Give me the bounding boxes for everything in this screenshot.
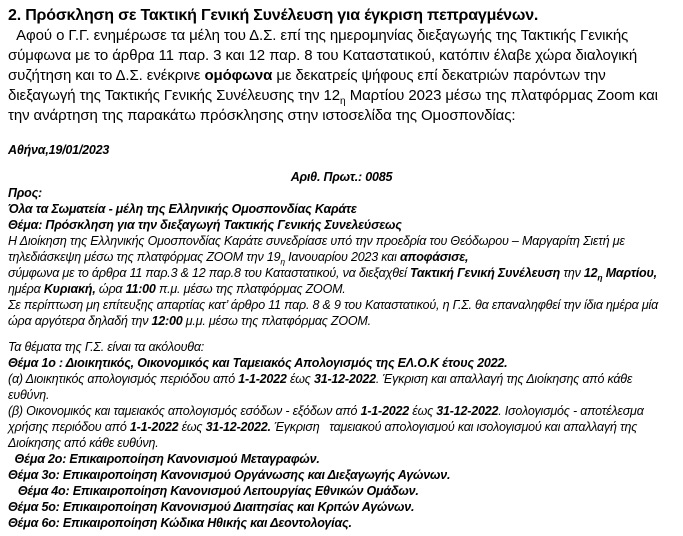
- text-run: ημέρα: [8, 266, 661, 296]
- date-line: Αθήνα,19/01/2023: [8, 143, 110, 157]
- protocol-number: Αριθ. Πρωτ.: 0085: [290, 170, 393, 184]
- text-run: έως: [409, 404, 437, 418]
- intro-paragraph: [8, 26, 675, 126]
- text-run: με δεκατρείς ψήφους επί δεκατριών παρόντων την διεξαγωγή της Τακτικής Γενικής Συνέλευσης την 12: [8, 67, 610, 104]
- text-run: (β) Οικονομικός και ταμειακός απολογισμός εσόδων - εξόδων από: [8, 404, 361, 418]
- bold-text-run: 31-12-2022.: [205, 420, 271, 434]
- subscript-text: η: [597, 272, 603, 283]
- bold-text-run: 1-1-2022: [129, 420, 179, 434]
- bold-text-run: 12:00: [151, 314, 183, 328]
- text-run: Αφού ο Γ.Γ. ενημέρωσε τα μέλη του Δ.Σ. επί της ημερομηνίας διεξαγωγής της Τακτικής Γενικής σύμφωνα με το άρθρα 11 παρ. 3 και 12 παρ. 8 του Καταστατικού, κατόπιν έλαβε χώρα διαλογική συζήτηση και το Δ.Σ. ενέκρινε: [8, 27, 642, 84]
- text-run: Σε περίπτωση μη επίτευξης απαρτίας κατ’ άρθρο 11 παρ. 8 & 9 του Καταστατικού, η Γ.Σ. θα επαναληφθεί την ίδια ημέρα μία ώρα αργότερα δηλαδή την: [8, 298, 662, 328]
- recipient-line: Όλα τα Σωματεία - μέλη της Ελληνικής Ομοσπονδίας Καράτε: [8, 202, 357, 216]
- bold-text-run: 12: [583, 266, 598, 280]
- text-run: έως: [178, 420, 206, 434]
- agenda-item-1a: [8, 371, 675, 403]
- text-run: μ.μ. μέσω της πλατφόρμας ZOOM.: [182, 314, 371, 328]
- bold-text-run: 1-1-2022: [238, 372, 287, 386]
- subscript-text: η: [280, 256, 285, 267]
- agenda-intro: Τα θέματα της Γ.Σ. είναι τα ακόλουθα:: [8, 340, 205, 354]
- bold-text-run: 1-1-2022: [360, 404, 410, 418]
- bold-text-run: Κυριακή,: [43, 282, 96, 296]
- agenda-item-1: Θέμα 1ο : Διοικητικός, Οικονομικός και Ταμειακός Απολογισμός της ΕΛ.Ο.Κ έτους 2022.: [8, 356, 508, 370]
- text-run: . Έγκριση και απαλλαγή της Διοίκησης από κάθε ευθύνη.: [8, 372, 636, 402]
- text-run: την: [560, 266, 584, 280]
- bold-text-run: 31-12-2022: [436, 404, 499, 418]
- agenda-item-4: Θέμα 4ο: Επικαιροποίηση Κανονισμού Λειτουργίας Εθνικών Ομάδων.: [8, 484, 419, 498]
- text-run: Η Διοίκηση της Ελληνικής Ομοσπονδίας Καράτε συνεδρίασε υπό την προεδρία του Θεόδωρου – Μαργαρίτη Σιετή με τηλεδιάσκεψη μέσω της πλατφόρμας ZOOM την 19: [8, 234, 628, 264]
- agenda-item-1b: [8, 403, 675, 451]
- text-run: έως: [286, 372, 314, 386]
- text-run: ώρα: [95, 282, 126, 296]
- agenda-item-3: Θέμα 3ο: Επικαιροποίηση Κανονισμού Οργάνωσης και Διεξαγωγής Αγώνων.: [8, 468, 451, 482]
- subscript-text: η: [340, 96, 346, 107]
- bold-text-run: 11:00: [125, 282, 156, 296]
- bold-text-run: Τακτική Γενική Συνέλευση: [409, 266, 561, 280]
- text-run: π.μ. μέσω της πλατφόρμας ZOOM.: [155, 282, 346, 296]
- recipient-label: Προς:: [8, 186, 42, 200]
- bold-text-run: Μαρτίου,: [602, 266, 657, 280]
- decision-paragraph: [8, 233, 675, 265]
- text-run: Ιανουαρίου 2023 και: [284, 250, 400, 264]
- quorum-paragraph: [8, 297, 675, 329]
- text-run: (α) Διοικητικός απολογισμός περιόδου από: [8, 372, 239, 386]
- assembly-details-paragraph: [8, 265, 675, 297]
- bold-text-run: αποφάσισε,: [399, 250, 469, 264]
- agenda-item-2: Θέμα 2ο: Επικαιροποίηση Κανονισμού Μεταγραφών.: [8, 452, 320, 466]
- text-run: σύμφωνα με το άρθρα 11 παρ.3 & 12 παρ.8 του Καταστατικού, να διεξαχθεί: [8, 266, 410, 280]
- invitation-letter: [8, 142, 675, 531]
- bold-text-run: 31-12-2022: [313, 372, 376, 386]
- section-heading: 2. Πρόσκληση σε Τακτική Γενική Συνέλευση για έγκριση πεπραγμένων.: [8, 7, 539, 24]
- text-run: . Ισολογισμός - αποτέλεσμα χρήσης περιόδου από: [8, 404, 647, 434]
- bold-text-run: ομόφωνα: [204, 67, 273, 84]
- agenda-item-6: Θέμα 6ο: Επικαιροποίηση Κώδικα Ηθικής και Δεοντολογίας.: [8, 516, 352, 530]
- subject-line: Θέμα: Πρόσκληση για την διεξαγωγή Τακτικής Γενικής Συνελεύσεως: [8, 218, 402, 232]
- text-run: Έγκριση ταμειακού απολογισμού και ισολογισμού και απαλλαγή της Διοίκησης από κάθε ευθύνη.: [8, 420, 640, 450]
- text-run: Μαρτίου 2023 μέσω της πλατφόρμας Zoom και την ανάρτηση της παρακάτω πρόσκλησης στην ιστοσελίδα της Ομοσπονδίας:: [8, 87, 662, 124]
- agenda-item-5: Θέμα 5ο: Επικαιροποίηση Κανονισμού Διαιτησίας και Κριτών Αγώνων.: [8, 500, 415, 514]
